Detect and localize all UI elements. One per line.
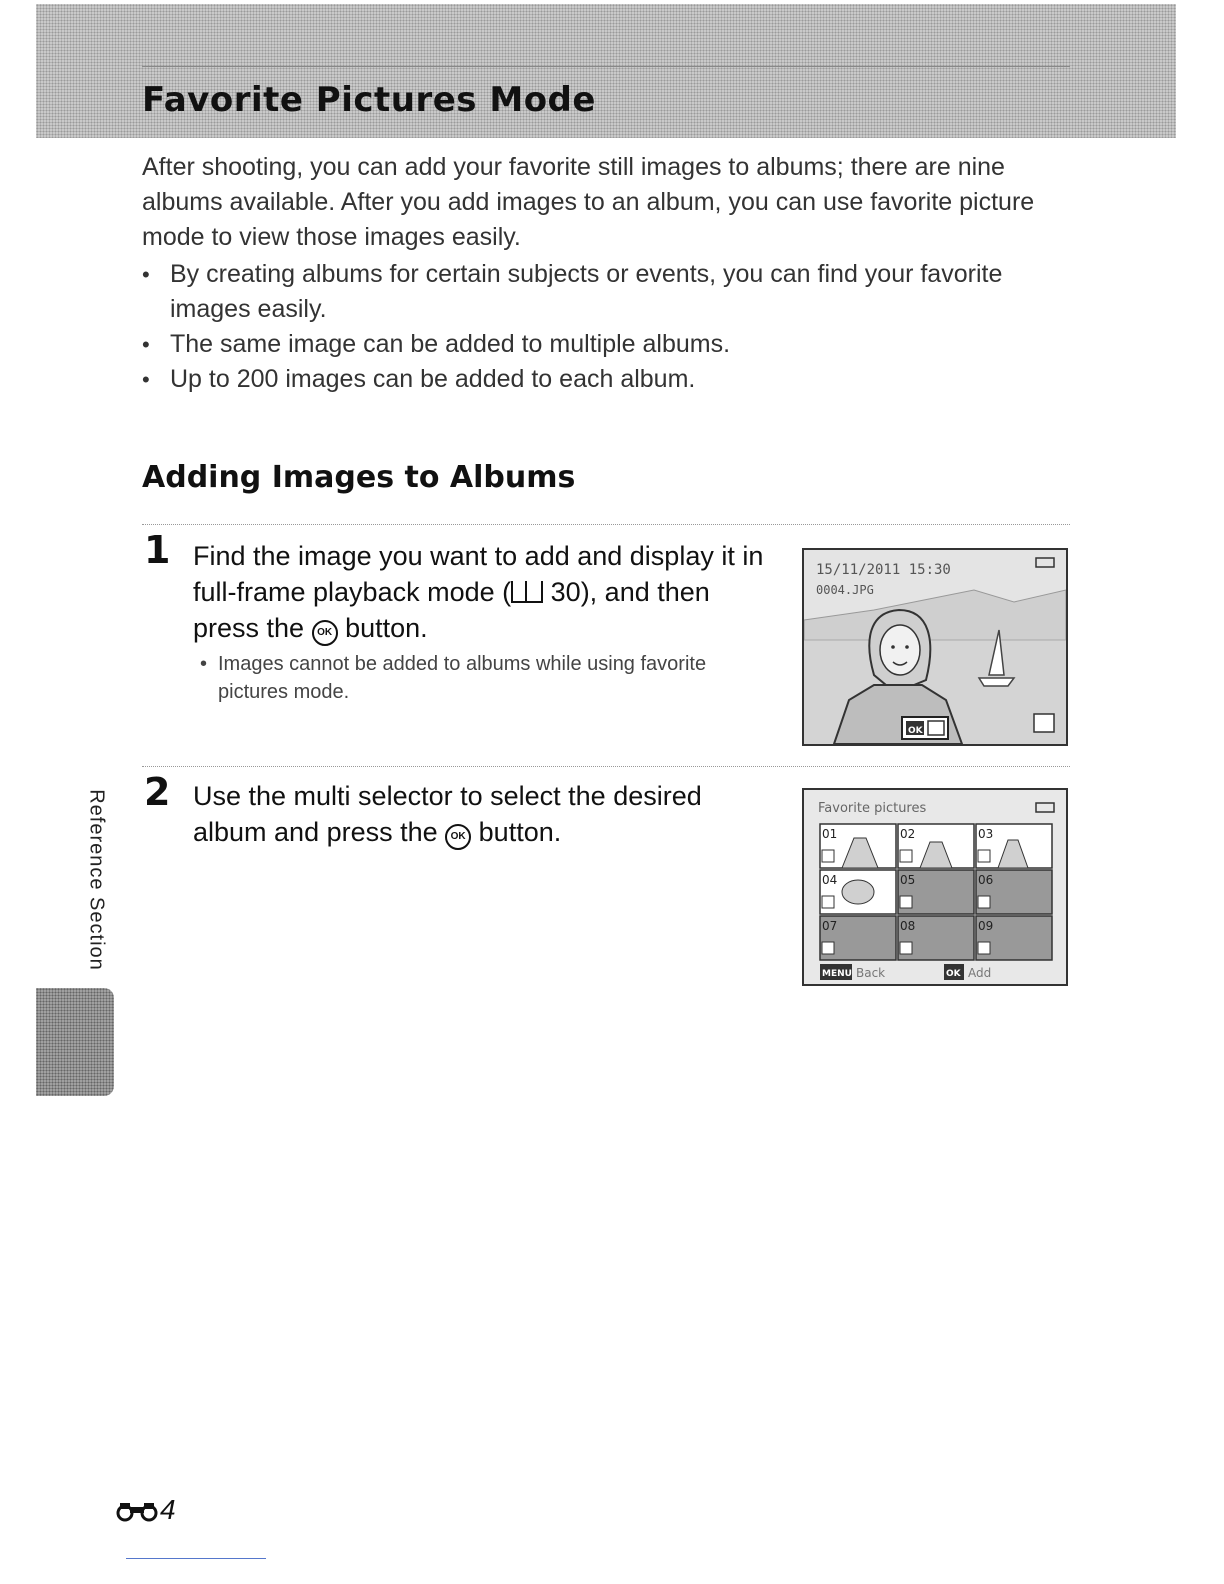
album-number: 06 [978, 873, 994, 887]
ok-button-icon: OK [445, 824, 471, 850]
bullet-dot: • [142, 367, 150, 392]
bullet-text: By creating albums for certain subjects or events, you can find your favorite images easily. [170, 260, 1003, 323]
playback-screen [802, 548, 1068, 746]
album-select-screen [802, 788, 1068, 986]
bullet-text: Up to 200 images can be added to each album. [170, 365, 696, 393]
page-reference: 30 [550, 577, 581, 607]
page-title: Favorite Pictures Mode [142, 80, 596, 120]
step-text-part: button. [337, 613, 428, 643]
album-number: 02 [900, 827, 916, 841]
bullet-dot: • [142, 332, 150, 357]
step-text-part: ), and then press the [193, 577, 710, 643]
side-section-label: Reference Section [85, 789, 108, 971]
menu-key-label: MENU [822, 969, 852, 979]
ok-key-action: Add [968, 966, 992, 980]
album-tile [820, 824, 896, 868]
bullet-dot: • [142, 262, 150, 287]
step-separator [142, 766, 1070, 767]
album-number: 08 [900, 919, 916, 933]
bullet-item [142, 327, 1082, 362]
step-text-part: Use the multi selector to select the desired album and press the [193, 781, 702, 847]
album-number: 05 [900, 873, 916, 887]
album-number: 07 [822, 919, 838, 933]
section-title: Adding Images to Albums [142, 460, 576, 495]
album-grid-illustration [804, 790, 1066, 986]
intro-bullet-list [142, 257, 1082, 397]
intro-block [142, 150, 1082, 397]
bullet-item [142, 257, 1082, 327]
album-tile [976, 824, 1052, 868]
step-text-part: Find the image you want to add and display it in full-frame playback mode ( [193, 541, 764, 607]
album-tile [898, 916, 974, 960]
album-screen-title: Favorite pictures [818, 801, 927, 816]
banner-rule [142, 66, 1070, 67]
bullet-text: The same image can be added to multiple albums. [170, 330, 731, 358]
album-number: 03 [978, 827, 994, 841]
note-text: Images cannot be added to albums while using favorite pictures mode. [218, 653, 707, 703]
album-tile [976, 870, 1052, 914]
album-tile [898, 824, 974, 868]
album-number: 09 [978, 919, 994, 933]
album-tile [820, 870, 896, 914]
intro-paragraph: After shooting, you can add your favorite still images to albums; there are nine albums available. After you add images to an album, you can use favorite picture mode to view those images easily. [142, 153, 1035, 251]
bullet-dot: • [200, 653, 208, 675]
album-number: 01 [822, 827, 838, 841]
step-number: 1 [144, 528, 171, 572]
footer-link-line [126, 1558, 266, 1559]
ok-button-icon: OK [312, 620, 338, 646]
playback-filename: 0004.JPG [816, 583, 874, 597]
reference-section-icon [116, 1499, 160, 1523]
playback-illustration [804, 550, 1066, 744]
step-text-part: button. [471, 817, 562, 847]
ok-key-label: OK [946, 969, 961, 979]
album-tile [898, 870, 974, 914]
step-instruction [193, 538, 773, 646]
playback-datetime: 15/11/2011 15:30 [816, 562, 951, 578]
page-number [116, 1494, 176, 1526]
step-note [200, 650, 738, 706]
step-instruction [193, 778, 773, 850]
page-number-text: 4 [160, 1494, 176, 1525]
step-separator [142, 524, 1070, 525]
ok-indicator: OK [908, 726, 923, 736]
menu-key-action: Back [856, 966, 886, 980]
album-tile [820, 916, 896, 960]
book-reference-icon [511, 581, 543, 603]
title-banner [36, 4, 1176, 138]
bullet-item [142, 362, 1082, 397]
section-thumb-tab [36, 988, 114, 1096]
album-tile [976, 916, 1052, 960]
album-number: 04 [822, 873, 838, 887]
step-number: 2 [144, 770, 171, 814]
